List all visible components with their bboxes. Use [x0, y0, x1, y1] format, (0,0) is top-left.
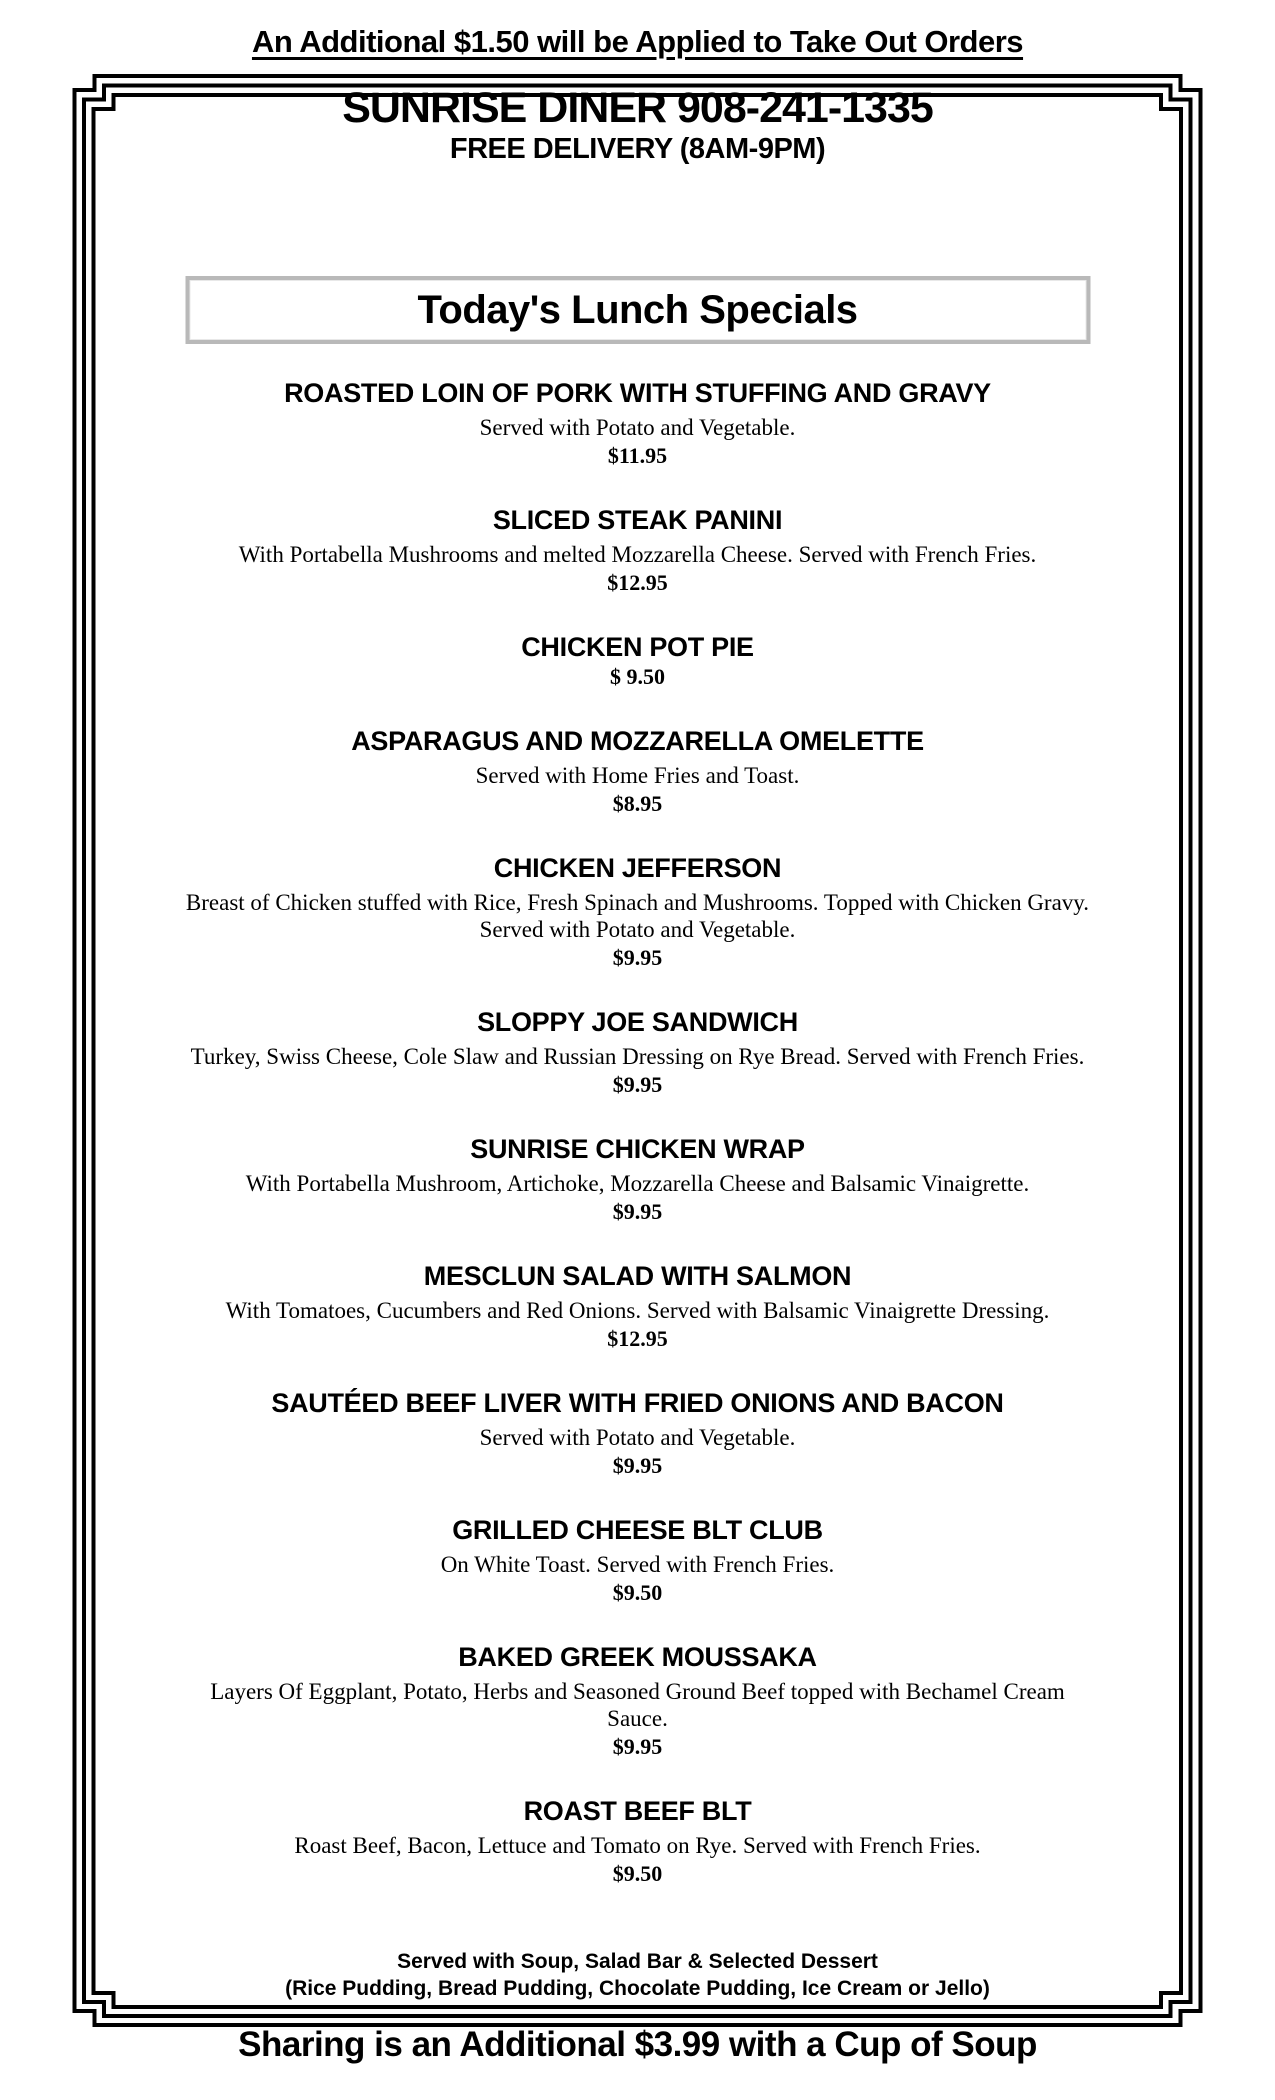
menu-item-description: Served with Potato and Vegetable.: [479, 415, 796, 440]
sharing-note: Sharing is an Additional $3.99 with a Cup of Soup: [238, 2025, 1037, 2064]
menu-item-price: $9.95: [612, 1072, 663, 1097]
menu-item: [0, 1796, 1275, 1887]
menu-item-price: $11.95: [607, 443, 668, 468]
menu-item-price: $9.50: [612, 1580, 663, 1605]
menu-item-price: $9.95: [612, 1734, 663, 1759]
menu-item: [0, 1007, 1275, 1098]
free-delivery-line: FREE DELIVERY (8AM-9PM): [449, 133, 826, 165]
menu-item-description: On White Toast. Served with French Fries.: [440, 1552, 835, 1577]
menu-item-description: Roast Beef, Bacon, Lettuce and Tomato on Rye. Served with French Fries.: [294, 1833, 981, 1858]
menu-item-description: Served with Home Fries and Toast.: [475, 763, 800, 788]
footer-note-line2: (Rice Pudding, Bread Pudding, Chocolate Pudding, Ice Cream or Jello): [285, 1977, 990, 2000]
menu-item-name: ROAST BEEF BLT: [523, 1796, 752, 1826]
menu-item-description: With Portabella Mushroom, Artichoke, Mozzarella Cheese and Balsamic Vinaigrette.: [245, 1171, 1030, 1196]
menu-item: [0, 632, 1275, 690]
menu-item: [0, 1388, 1275, 1479]
menu-item-name: SUNRISE CHICKEN WRAP: [470, 1134, 805, 1164]
menu-item-price: $12.95: [607, 1326, 668, 1351]
footer-note-line1: Served with Soup, Salad Bar & Selected Dessert: [397, 1950, 878, 1973]
menu-item: [0, 1515, 1275, 1606]
menu-item-description: Served with Potato and Vegetable.: [479, 1425, 796, 1450]
menu-item-description: Breast of Chicken stuffed with Rice, Fresh Spinach and Mushrooms. Topped with Chicken Gravy. Served with Potato and Vegetable.: [185, 890, 1090, 942]
menu-item-name: BAKED GREEK MOUSSAKA: [458, 1642, 817, 1672]
menu-item-price: $ 9.50: [610, 664, 665, 689]
menu-item-price: $8.95: [612, 791, 663, 816]
menu-item-name: GRILLED CHEESE BLT CLUB: [452, 1515, 823, 1545]
menu-item: [0, 1261, 1275, 1352]
menu-list: [0, 378, 1275, 1923]
menu-item-name: CHICKEN POT PIE: [521, 632, 754, 662]
menu-item-description: With Tomatoes, Cucumbers and Red Onions. Served with Balsamic Vinaigrette Dressing.: [225, 1298, 1050, 1323]
menu-item-price: $9.95: [612, 1453, 663, 1478]
menu-item-description: With Portabella Mushrooms and melted Mozzarella Cheese. Served with French Fries.: [238, 542, 1037, 567]
menu-item-price: $9.50: [612, 1861, 663, 1886]
menu-item: [0, 378, 1275, 469]
menu-item: [0, 505, 1275, 596]
menu-item-name: SAUTÉED BEEF LIVER WITH FRIED ONIONS AND BACON: [271, 1388, 1004, 1418]
menu-item-price: $12.95: [607, 570, 668, 595]
menu-item-description: Turkey, Swiss Cheese, Cole Slaw and Russian Dressing on Rye Bread. Served with French Fries.: [190, 1044, 1085, 1069]
menu-item: [0, 726, 1275, 817]
menu-item-name: MESCLUN SALAD WITH SALMON: [423, 1261, 852, 1291]
restaurant-title: SUNRISE DINER 908-241-1335: [342, 84, 933, 132]
menu-item-name: CHICKEN JEFFERSON: [493, 853, 782, 883]
menu-item-description: Layers Of Eggplant, Potato, Herbs and Seasoned Ground Beef topped with Bechamel Cream Sauce.: [210, 1679, 1065, 1731]
menu-item-name: ROASTED LOIN OF PORK WITH STUFFING AND GRAVY: [284, 378, 991, 408]
specials-title-box: [185, 276, 1090, 344]
footer-note: [0, 1948, 1275, 2002]
menu-item: [0, 1134, 1275, 1225]
menu-item: [0, 853, 1275, 971]
menu-item-name: SLOPPY JOE SANDWICH: [477, 1007, 798, 1037]
takeout-surcharge-note: An Additional $1.50 will be Applied to Take Out Orders: [251, 24, 1024, 59]
menu-item-name: ASPARAGUS AND MOZZARELLA OMELETTE: [351, 726, 924, 756]
menu-item-price: $9.95: [612, 1199, 663, 1224]
menu-item: [0, 1642, 1275, 1760]
specials-title: Today's Lunch Specials: [417, 287, 858, 332]
menu-item-price: $9.95: [612, 945, 663, 970]
menu-item-name: SLICED STEAK PANINI: [492, 505, 783, 535]
